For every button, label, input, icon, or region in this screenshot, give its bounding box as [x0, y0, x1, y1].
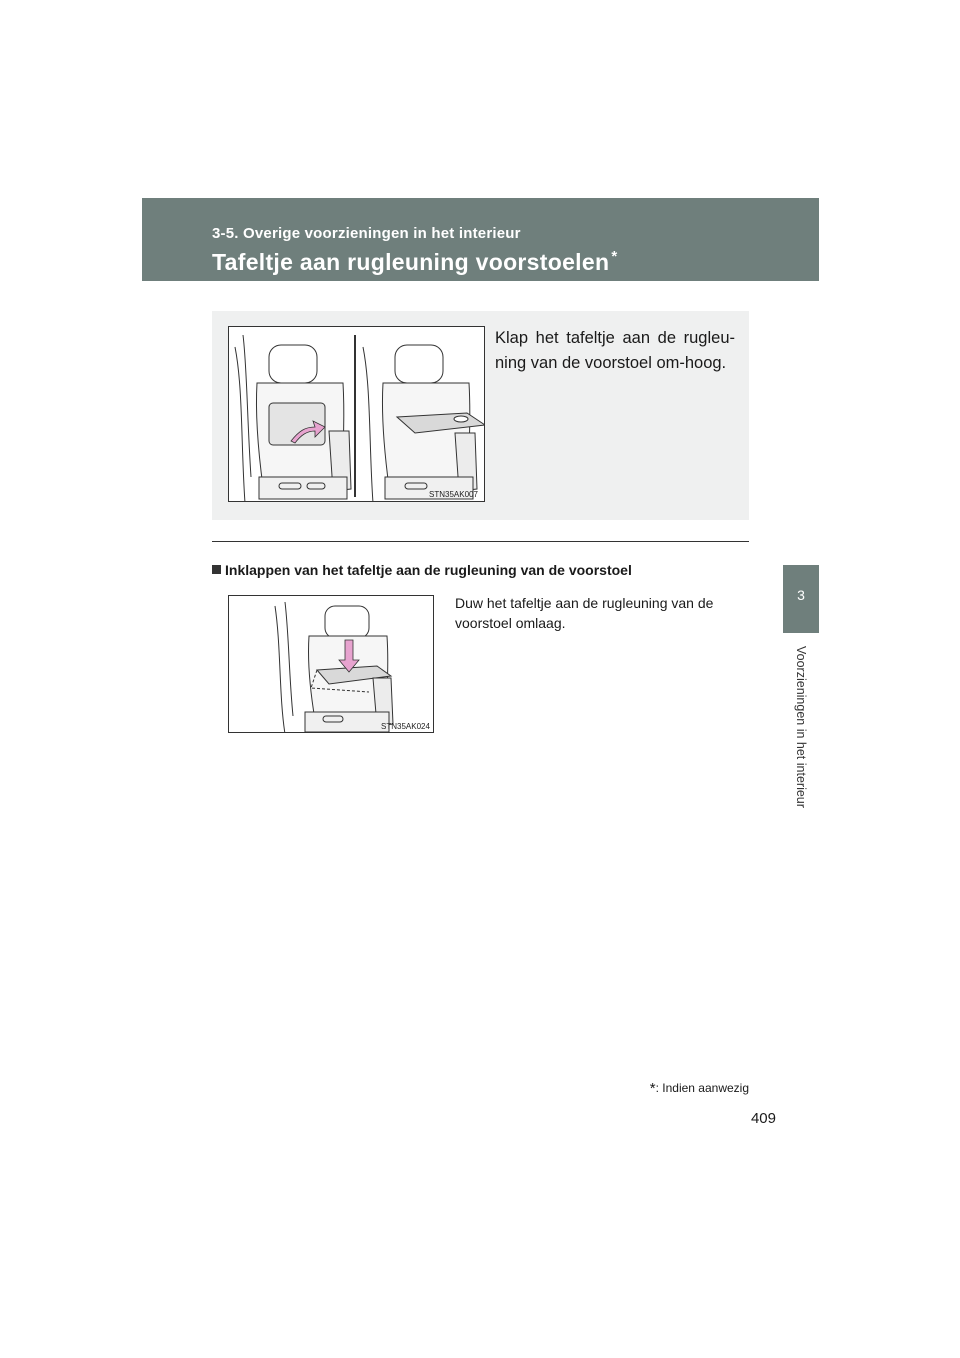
optional-marker: * — [611, 248, 618, 265]
chapter-tab — [783, 565, 819, 633]
figure-code-2: STN35AK024 — [381, 722, 430, 731]
page-title — [212, 248, 617, 276]
figure-fold-up-table — [228, 326, 485, 502]
footnote-marker: * — [649, 1080, 656, 1097]
chapter-label-text: Voorzieningen in het interieur — [794, 646, 808, 808]
footnote-text: : Indien aanwezig — [655, 1081, 749, 1095]
seat-illustration-pair — [229, 327, 485, 502]
instruction-fold-down: Duw het tafeltje aan de rugleuning van de voorstoel omlaag. — [455, 595, 714, 631]
subsection-heading-text: Inklappen van het tafeltje aan de rugleuning van de voorstoel — [225, 562, 632, 578]
seat-illustration — [229, 596, 434, 733]
page-number: 409 — [750, 1110, 776, 1127]
page-title-text: Tafeltje aan rugleuning voorstoelen — [212, 249, 610, 275]
instruction-fold-up: Klap het tafeltje aan de rugleu-ning van de voorstoel om-hoog. — [495, 329, 735, 372]
section-label: 3-5. Overige voorzieningen in het interieur — [212, 225, 521, 242]
chapter-number: 3 — [797, 587, 805, 603]
subsection-heading — [212, 562, 632, 578]
figure-code: STN35AK007 — [429, 490, 478, 499]
chapter-label — [790, 646, 812, 846]
figure-fold-down-table — [228, 595, 434, 733]
section-divider — [212, 541, 749, 542]
footnote — [600, 1080, 749, 1097]
square-bullet-icon — [212, 565, 221, 574]
